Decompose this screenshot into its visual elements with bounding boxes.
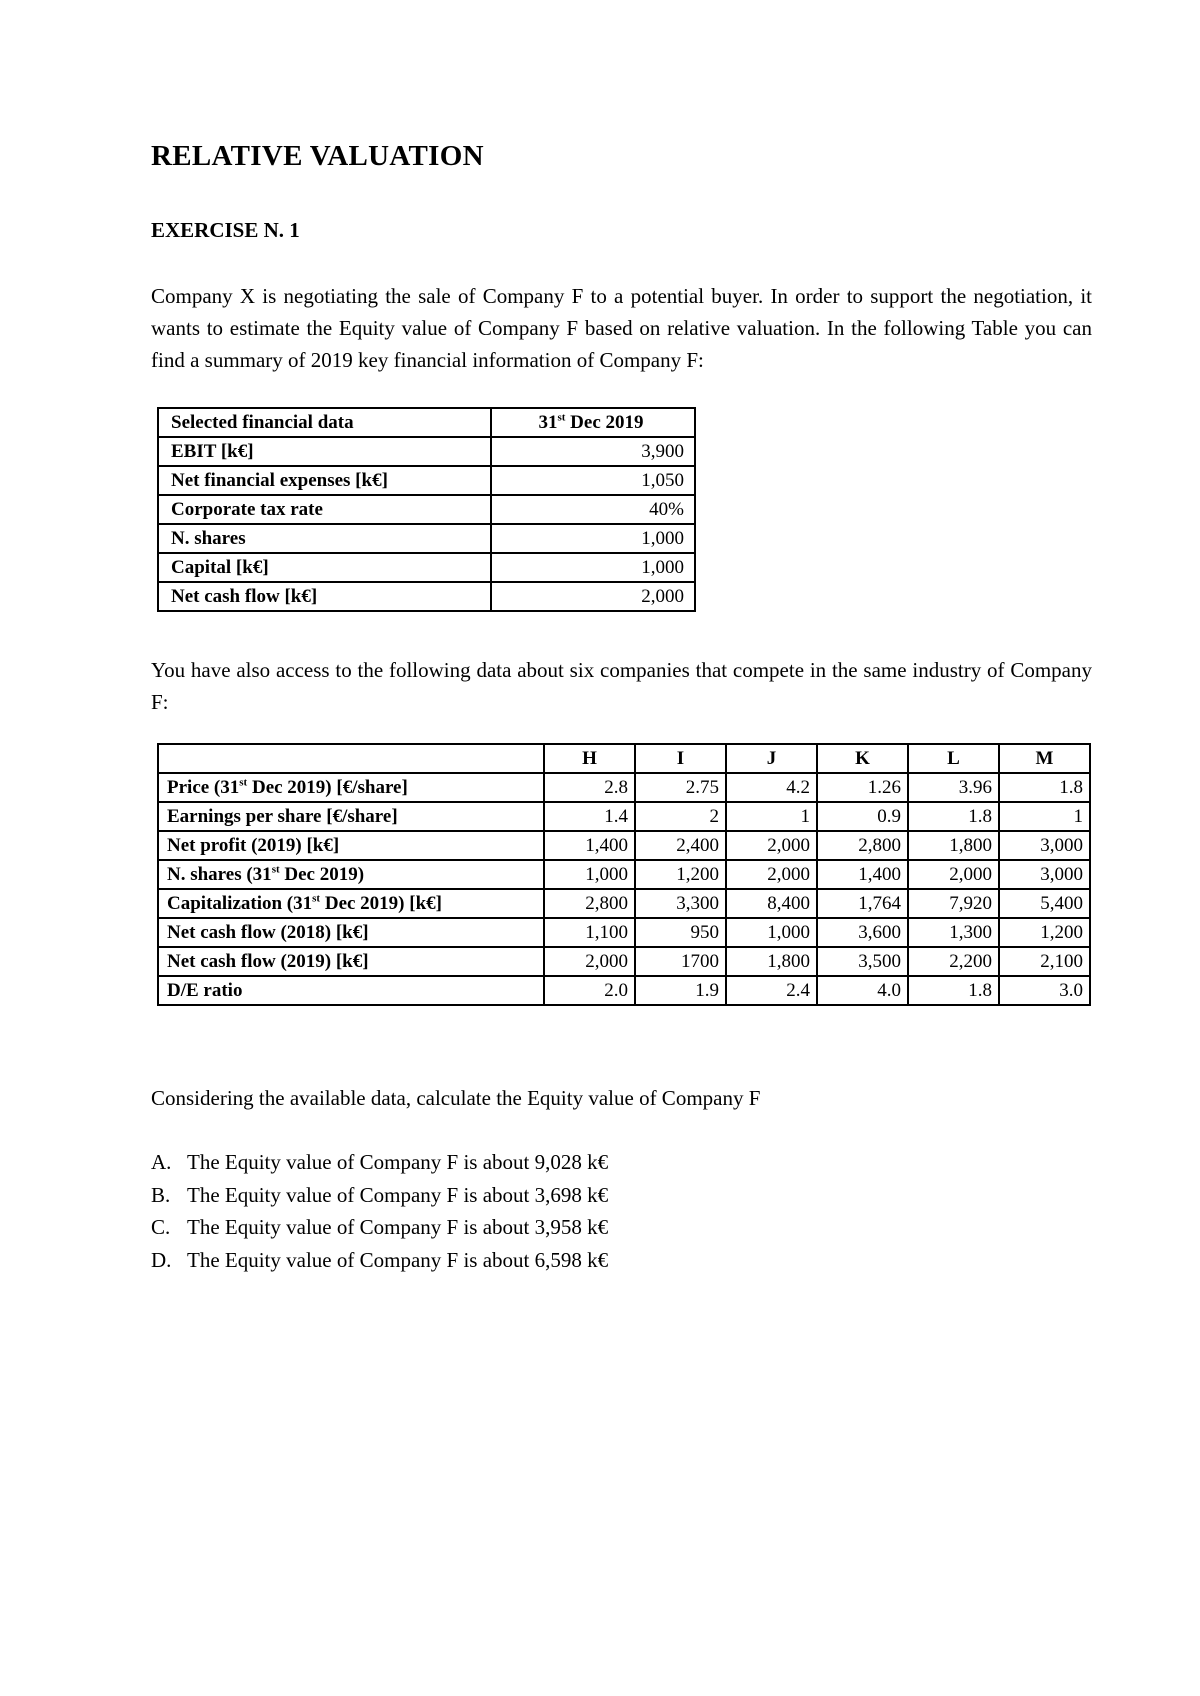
answer-options [151,1146,608,1276]
table-cell: 3.0 [999,976,1090,1005]
table-row [158,831,1090,860]
table-cell: 2,800 [544,889,635,918]
row-label-text: Capitalization (31 [167,892,313,914]
table-cell: 4.0 [817,976,908,1005]
table-cell: 1,800 [908,831,999,860]
question-text: Considering the available data, calculate the Equity value of Company F [151,1086,761,1110]
table-cell: 1,000 [726,918,817,947]
row-label: Capital [k€] [158,553,491,582]
option-text: The Equity value of Company F is about 3,698 k€ [187,1182,609,1207]
table-row [158,947,1090,976]
answer-option [151,1244,608,1277]
table-cell: 2.8 [544,773,635,802]
row-value: 1,000 [491,553,695,582]
column-header: J [726,744,817,773]
page-title: RELATIVE VALUATION [151,140,484,172]
table-row [158,524,695,553]
table-header-row [158,408,695,437]
row-label-rest: Dec 2019) [279,863,365,885]
row-label-rest: Dec 2019) [k€] [320,892,442,914]
row-label-text: N. shares (31 [167,863,272,885]
table-cell: 3,000 [999,831,1090,860]
table-cell: 2,000 [908,860,999,889]
answer-option [151,1146,608,1179]
table-cell: 1700 [635,947,726,976]
table-cell: 1 [726,802,817,831]
table-cell: 2,000 [544,947,635,976]
table-cell: 1,200 [999,918,1090,947]
option-letter: D. [151,1247,172,1272]
row-label-text: Net cash flow (2018) [k€] [167,921,369,943]
option-text: The Equity value of Company F is about 3,958 k€ [187,1215,609,1239]
table-cell: 950 [635,918,726,947]
option-letter: C. [151,1215,171,1239]
option-letter: B. [151,1182,171,1207]
row-label-sup: st [239,776,248,789]
table-cell: 7,920 [908,889,999,918]
row-label [158,918,544,947]
table-cell: 1.8 [908,976,999,1005]
column-header: I [635,744,726,773]
table-cell: 2,000 [726,860,817,889]
header-date [491,408,695,437]
table-cell: 2,800 [817,831,908,860]
option-text: The Equity value of Company F is about 6,598 k€ [187,1247,609,1272]
table-cell: 2,200 [908,947,999,976]
intro-paragraph: Company X is negotiating the sale of Company F to a potential buyer. In order to support the negotiation, it wants to estimate the Equity value of Company F based on relative valuation. In the following Table you can find a summary of 2019 key financial information of Company F: [151,284,1092,372]
table-cell: 1.4 [544,802,635,831]
table-cell: 1,100 [544,918,635,947]
table-cell: 2,400 [635,831,726,860]
answer-option [151,1211,608,1244]
row-label [158,860,544,889]
table-cell: 1.8 [999,773,1090,802]
table-cell: 3,600 [817,918,908,947]
table-row [158,976,1090,1005]
table-cell: 3.96 [908,773,999,802]
row-label-text: Net profit (2019) [k€] [167,834,340,856]
table-cell: 1,400 [817,860,908,889]
table-cell: 5,400 [999,889,1090,918]
company-f-financial-table [157,407,696,612]
table-cell: 2,000 [726,831,817,860]
table-row [158,773,1090,802]
row-label [158,947,544,976]
row-label-sup: st [271,863,280,876]
table-cell: 2 [635,802,726,831]
table-row [158,495,695,524]
row-label-text: D/E ratio [167,979,243,1001]
exercise-title: EXERCISE N. 1 [151,218,300,242]
table-row [158,466,695,495]
row-value: 1,000 [491,524,695,553]
row-value: 2,000 [491,582,695,611]
comparables-table [157,743,1091,1006]
table-cell: 3,300 [635,889,726,918]
table-cell: 0.9 [817,802,908,831]
table-cell: 3,500 [817,947,908,976]
table-cell: 8,400 [726,889,817,918]
table-cell: 1.26 [817,773,908,802]
row-label-text: Net cash flow (2019) [k€] [167,950,369,972]
row-label: N. shares [158,524,491,553]
table-cell: 3,000 [999,860,1090,889]
table-cell: 2.4 [726,976,817,1005]
row-value: 3,900 [491,437,695,466]
column-header: M [999,744,1090,773]
table-row [158,437,695,466]
column-header: H [544,744,635,773]
row-label [158,976,544,1005]
row-label [158,831,544,860]
row-value: 40% [491,495,695,524]
table-cell: 1,000 [544,860,635,889]
table-row [158,918,1090,947]
table-row [158,582,695,611]
table-row [158,889,1090,918]
row-value: 1,050 [491,466,695,495]
header-date-day: 31 [538,411,558,433]
answer-option [151,1179,608,1212]
row-label [158,889,544,918]
row-label-text: Earnings per share [€/share] [167,805,398,827]
table-row [158,802,1090,831]
row-label: Net financial expenses [k€] [158,466,491,495]
table-cell: 1,400 [544,831,635,860]
row-label: Net cash flow [k€] [158,582,491,611]
row-label-text: Price (31 [167,776,240,798]
column-header: K [817,744,908,773]
table-cell: 2,100 [999,947,1090,976]
table-cell: 2.75 [635,773,726,802]
table-cell: 1,300 [908,918,999,947]
row-label: EBIT [k€] [158,437,491,466]
row-label: Corporate tax rate [158,495,491,524]
table-cell: 1,200 [635,860,726,889]
header-empty [158,744,544,773]
header-label: Selected financial data [158,408,491,437]
table-cell: 1.8 [908,802,999,831]
comparables-paragraph: You have also access to the following data about six companies that compete in the same industry of Company F: [151,658,1092,714]
table-cell: 1.9 [635,976,726,1005]
row-label-sup: st [312,892,321,905]
table-cell: 4.2 [726,773,817,802]
table-cell: 1,800 [726,947,817,976]
row-label-rest: Dec 2019) [€/share] [247,776,408,798]
table-row [158,860,1090,889]
table-header-row [158,744,1090,773]
table-row [158,553,695,582]
row-label [158,773,544,802]
option-text: The Equity value of Company F is about 9,028 k€ [187,1150,609,1174]
header-date-rest: Dec 2019 [565,411,644,433]
option-letter: A. [151,1150,172,1174]
table-cell: 2.0 [544,976,635,1005]
table-cell: 1 [999,802,1090,831]
column-header: L [908,744,999,773]
row-label [158,802,544,831]
header-date-sup: st [557,411,566,424]
table-cell: 1,764 [817,889,908,918]
